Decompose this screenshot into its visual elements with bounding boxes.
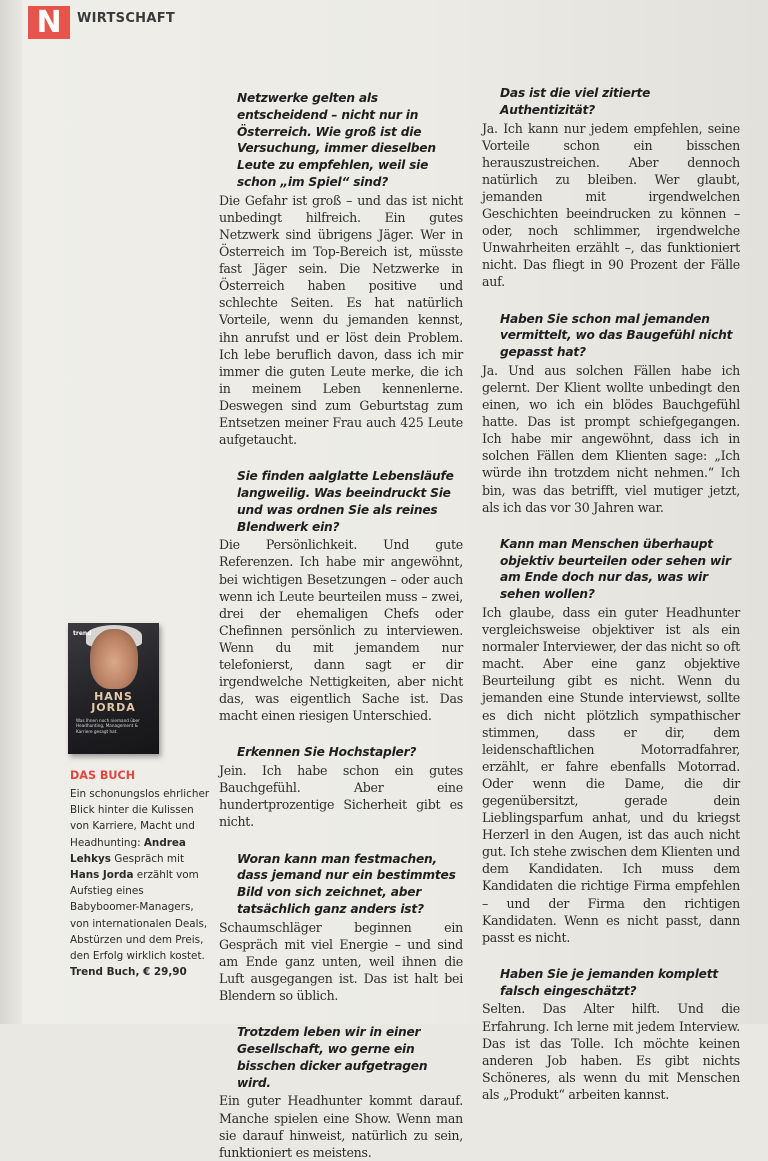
book-subtitle: Was Ihnen noch niemand über Headhunting, Management & Karriere gesagt hat. bbox=[76, 718, 140, 734]
logo-letter: N bbox=[36, 5, 62, 40]
article-column-2 bbox=[482, 85, 740, 1103]
answer: Ja. Und aus solchen Fällen habe ich gelernt. Der Klient wollte unbedingt den einen, wo ich ein blödes Bauchgefühl hatte. Das ist prompt schiefgegangen. Ich habe mir angewöhnt, dass ich in solchen Fällen dem Klienten sage: „Ich würde ihn trotzdem nicht nehmen.“ Ich bin, was das betrifft, viel mutiger jetzt, als ich das vor 30 Jahren war. bbox=[482, 362, 740, 515]
question: Netzwerke gelten als entscheidend – nicht nur in Österreich. Wie groß ist die Versuchung, immer dieselben Leute zu empfehlen, weil sie schon „im Spiel“ sind? bbox=[237, 91, 436, 189]
question: Woran kann man festmachen, dass jemand nur ein bestimmtes Bild von sich zeichnet, aber tatsächlich ganz anders ist? bbox=[237, 851, 456, 916]
answer: Ein guter Headhunter kommt darauf. Manche spielen eine Show. Wenn man sie darauf hinweist, natürlich zu sein, funktioniert es meistens. bbox=[219, 1093, 463, 1160]
book-publisher-logo: trend bbox=[73, 630, 92, 637]
sidebar-text bbox=[70, 786, 210, 980]
answer: Selten. Das Alter hilft. Und die Erfahrung. Ich lerne mit jedem Interview. Das ist das Tolle. Ich möchte keinen anderen Job haben. Es gibt nichts Schöneres, als wenn du mit Menschen als „Produkt“ arbeiten kannst. bbox=[482, 1001, 740, 1102]
question: Kann man Menschen überhaupt objektiv beurteilen oder sehen wir am Ende doch nur das, was wir sehen wollen? bbox=[500, 536, 731, 602]
answer: Schaumschläger beginnen ein Gespräch mit viel Energie – und sind am Ende ganz unten, weil ihnen die Luft ausgegangen ist. Das ist halt bei Blendern so üblich. bbox=[219, 919, 463, 1004]
book-cover bbox=[68, 623, 159, 754]
article-column-1 bbox=[219, 90, 463, 1161]
answer: Ich glaube, dass ein guter Headhunter vergleichsweise objektiver ist als ein normaler Interviewer, der das nicht so oft macht. Aber eine ganz objektive Beurteilung gibt es nicht. Wenn du jemanden eine Stunde interviewst, sollte es dich nicht plötzlich sympathischer stimmen, dass er dir, dem leidenschaftlichen Motorradfahrer, erzählt, er fahre ebenfalls Motorrad. Oder wenn die Dame, die dir gegenübersitzt, gerade dein Lieblingsparfum anhat, und du kriegst Herzerl in den Augen, ist das auch nicht gut. Ich stehe zwischen dem Klienten und dem Kandidaten. Ich muss dem Kandidaten die richtige Firma empfehlen – und der Firma den richtigen Kandidaten. Wenn es nicht passt, dann passt es nicht. bbox=[482, 604, 740, 945]
answer: Ja. Ich kann nur jedem empfehlen, seine Vorteile schon ein bisschen herauszustreichen. Aber dennoch natürlich zu bleiben. Wer glaubt, jemanden mit irgendwelchen Geschichten beeindrucken zu können – oder, noch schlimmer, irgendwelche Unwahrheiten erzählt –, das funktioniert nicht. Das fliegt in 90 Prozent der Fälle auf. bbox=[482, 120, 740, 290]
question: Haben Sie je jemanden komplett falsch eingeschätzt? bbox=[500, 966, 718, 998]
question: Trotzdem leben wir in einer Gesellschaft, wo gerne ein bisschen dicker aufgetragen wird. bbox=[237, 1025, 428, 1090]
sidebar-author: Andrea Lehkys bbox=[70, 836, 186, 865]
book-title-line: HANS bbox=[94, 690, 133, 703]
question: Haben Sie schon mal jemanden vermittelt, wo das Baugefühl nicht gepasst hat? bbox=[500, 311, 733, 360]
answer: Jein. Ich habe schon ein gutes Bauchgefühl. Aber eine hundertprozentige Sicherheit gibt es nicht. bbox=[219, 763, 463, 830]
book-title-line: JORDA bbox=[91, 701, 136, 714]
question: Sie finden aalglatte Lebensläufe langweilig. Was beeindruckt Sie und was ordnen Sie als reines Blendwerk ein? bbox=[237, 469, 454, 534]
sidebar-subject: Hans Jorda bbox=[70, 869, 134, 882]
book-title bbox=[68, 691, 159, 713]
answer: Die Gefahr ist groß – und das ist nicht unbedingt hilfreich. Ein gutes Netzwerk sind übrigens Jäger. Wer in Österreich im Top-Bereich ist, müsste fast Jäger sein. Die Netzwerke in Österreich haben positive und schlechte Seiten. Es hat natürlich Vorteile, wenn du jemanden kennst, ihn anrufst und er löst dein Problem. Ich lebe beruflich davon, dass ich mir immer die guten Leute merke, die ich in meinem Leben kennenlerne. Deswegen sind zum Geburtstag zum Entsetzen meiner Frau auch 425 Leute aufgetaucht. bbox=[219, 192, 463, 448]
question: Erkennen Sie Hochstapler? bbox=[237, 745, 417, 760]
book-cover-portrait bbox=[90, 629, 138, 689]
answer: Die Persönlichkeit. Und gute Referenzen. Ich habe mir angewöhnt, bei wichtigen Besetzungen – oder auch wenn ich Leute beurteilen muss – zwei, drei der ehemaligen Chefs oder Chefinnen persönlich zu interviewen. Wenn du mit jemandem nur telefonierst, dann sagt er dir irgendwelche Nettigkeiten, aber nicht das, was eigentlich Sache ist. Das macht einen riesigen Unterschied. bbox=[219, 537, 463, 724]
sidebar-text-part: erzählt vom Aufstieg eines Babyboomer-Managers, von internationalen Deals, Abstürzen und dem Preis, den Erfolg wirklich kostet. bbox=[70, 869, 208, 963]
page-gutter bbox=[0, 0, 22, 1024]
magazine-logo bbox=[28, 6, 70, 39]
sidebar-text-part: Gespräch mit bbox=[110, 852, 185, 865]
sidebar-text-part: Ein schonungslos ehrlicher Blick hinter die Kulissen von Karriere, Macht und Headhunting: bbox=[70, 788, 210, 849]
sidebar-heading: DAS BUCH bbox=[70, 769, 136, 782]
question: Das ist die viel zitierte Authentizität? bbox=[500, 86, 651, 117]
sidebar-price: Trend Buch, € 29,90 bbox=[70, 966, 187, 979]
section-label: WIRTSCHAFT bbox=[77, 11, 176, 26]
